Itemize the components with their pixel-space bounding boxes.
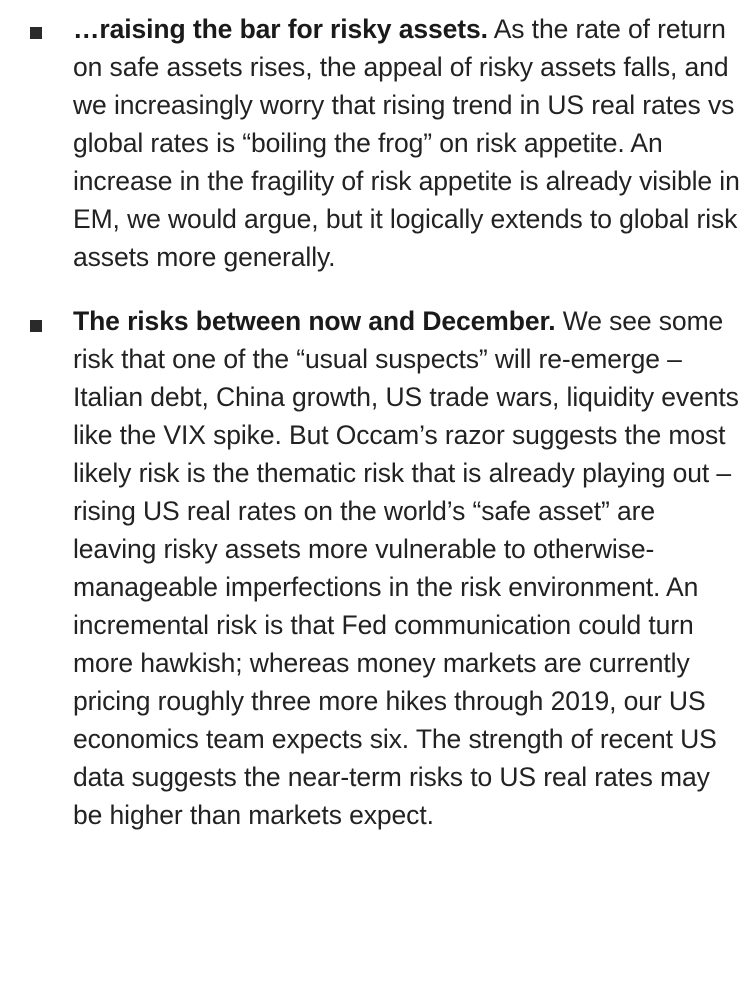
bullet-item-risky-assets — [0, 10, 750, 276]
square-bullet-icon — [30, 320, 42, 332]
square-bullet-icon — [30, 27, 42, 39]
bullet-body-text: We see some risk that one of the “usual suspects” will re-emerge – Italian debt, China growth, US trade wars, liquidity events like the VIX spike. But Occam’s razor suggests the most likely risk is the thematic risk that is already playing out – rising US real rates on the world’s “safe asset” are leaving risky assets more vulnerable to otherwise-manageable imperfections in the risk environment. An incremental risk is that Fed communication could turn more hawkish; whereas money markets are currently pricing roughly three more hikes through 2019, our US economics team expects six. The strength of recent US data suggests the near-term risks to US real rates may be higher than markets expect. — [73, 306, 739, 830]
bullet-item-risks-december — [0, 302, 750, 834]
bullet-paragraph — [73, 302, 745, 834]
bullet-paragraph — [73, 10, 745, 276]
bullet-heading: …raising the bar for risky assets. — [73, 14, 488, 44]
bullet-body-text: As the rate of return on safe assets rises, the appeal of risky assets falls, and we increasingly worry that rising trend in US real rates vs global rates is “boiling the frog” on risk appetite. An increase in the fragility of risk appetite is already visible in EM, we would argue, but it logically extends to global risk assets more generally. — [73, 14, 740, 272]
bullet-heading: The risks between now and December. — [73, 306, 556, 336]
